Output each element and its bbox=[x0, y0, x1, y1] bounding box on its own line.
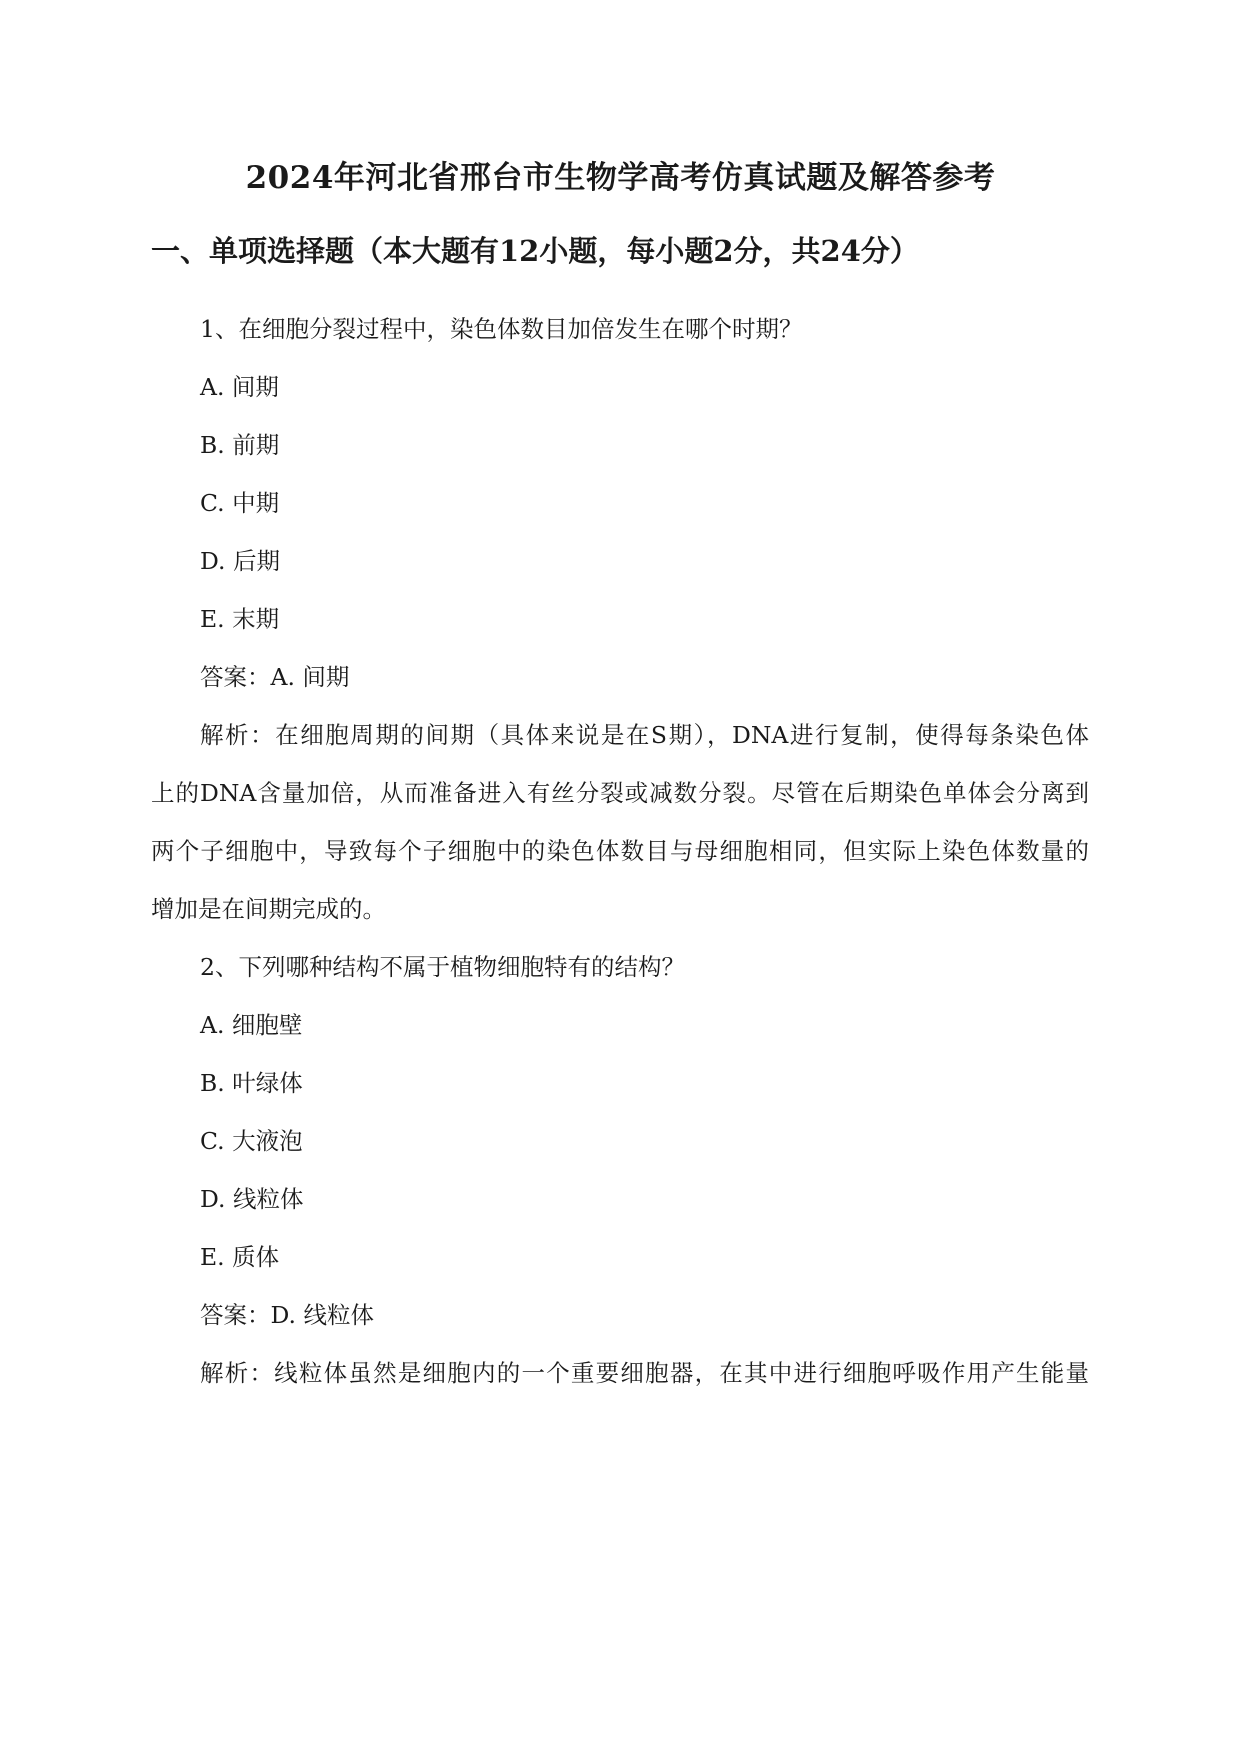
question-1-option-d: D. 后期 bbox=[200, 547, 280, 575]
question-1-analysis-line-4: 增加是在间期完成的。 bbox=[151, 895, 386, 923]
question-1-option-c: C. 中期 bbox=[200, 489, 280, 517]
question-1-option-b: B. 前期 bbox=[200, 431, 280, 459]
question-2-stem: 2、下列哪种结构不属于植物细胞特有的结构？ bbox=[200, 953, 685, 981]
question-1-option-a: A. 间期 bbox=[200, 373, 279, 401]
document-title: 2024年河北省邢台市生物学高考仿真试题及解答参考 bbox=[245, 160, 996, 196]
question-1-option-e: E. 末期 bbox=[200, 605, 280, 633]
question-1-stem: 1、在细胞分裂过程中，染色体数目加倍发生在哪个时期？ bbox=[200, 315, 803, 343]
question-2-option-e: E. 质体 bbox=[200, 1243, 280, 1271]
question-2-analysis-line-1: 解析：线粒体虽然是细胞内的一个重要细胞器，在其中进行细胞呼吸作用产生能量 bbox=[200, 1359, 1089, 1387]
section-heading: 一、单项选择题（本大题有12小题，每小题2分，共24分） bbox=[151, 234, 919, 268]
question-1-analysis-line-3: 两个子细胞中，导致每个子细胞中的染色体数目与母细胞相同，但实际上染色体数量的 bbox=[151, 837, 1089, 865]
question-2-answer: 答案：D. 线粒体 bbox=[200, 1301, 374, 1329]
question-2-option-c: C. 大液泡 bbox=[200, 1127, 303, 1155]
question-2-option-b: B. 叶绿体 bbox=[200, 1069, 303, 1097]
question-1-analysis-line-1: 解析：在细胞周期的间期（具体来说是在S期），DNA进行复制，使得每条染色体 bbox=[200, 721, 1089, 749]
question-1-answer: 答案：A. 间期 bbox=[200, 663, 350, 691]
question-2-option-a: A. 细胞壁 bbox=[200, 1011, 303, 1039]
question-2-option-d: D. 线粒体 bbox=[200, 1185, 304, 1213]
question-1-analysis-line-2: 上的DNA含量加倍，从而准备进入有丝分裂或减数分裂。尽管在后期染色单体会分离到 bbox=[151, 779, 1089, 807]
